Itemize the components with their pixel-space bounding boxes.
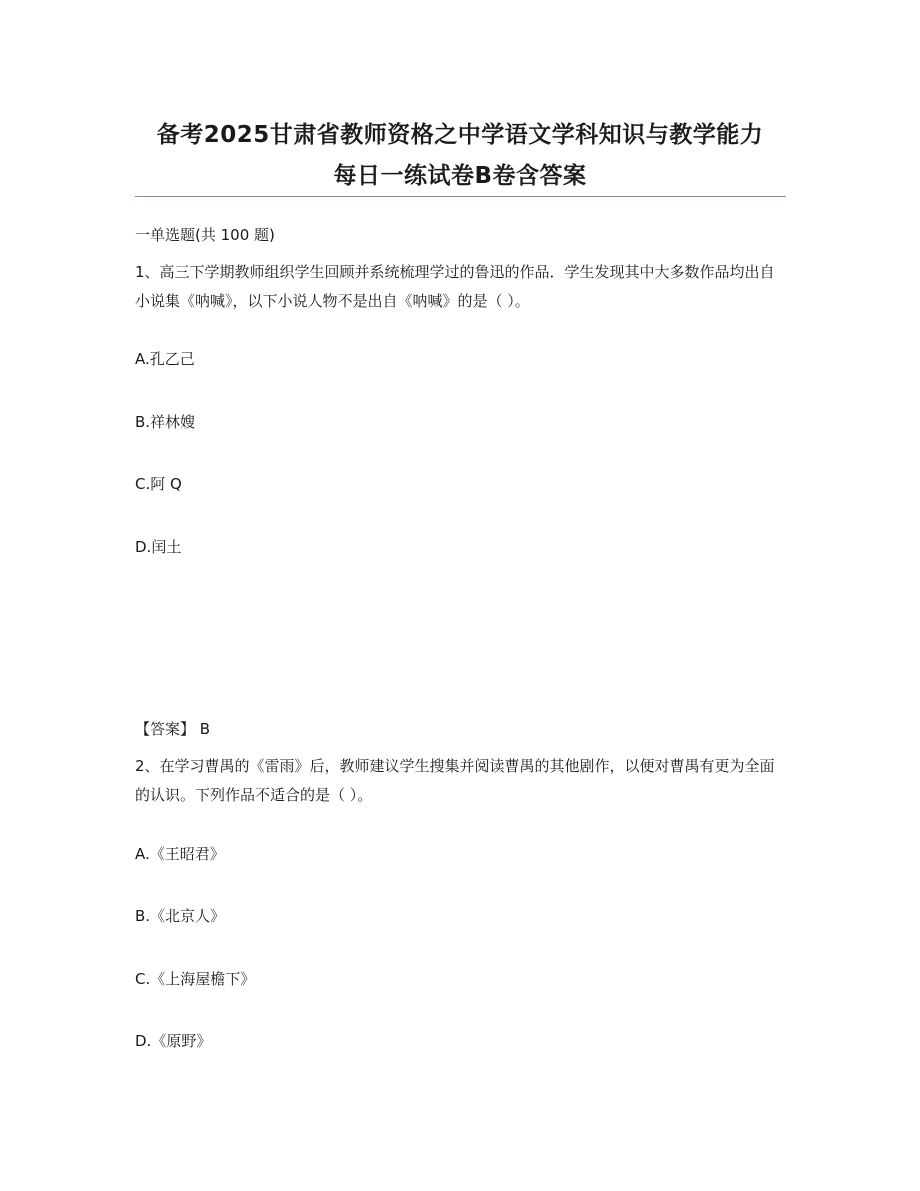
question-1-option-c: C.阿 Q [135, 475, 182, 493]
question-1-option-a: A.孔乙己 [135, 350, 195, 368]
question-1-option-d: D.闰土 [135, 538, 182, 556]
question-2-stem: 2、在学习曹禺的《雷雨》后，教师建议学生搜集并阅读曹禺的其他剧作，以便对曹禺有更为全面的认识。下列作品不适合的是（ ）。 [135, 757, 775, 804]
section-heading: 一单选题(共 100 题) [135, 226, 275, 244]
question-2-option-c: C.《上海屋檐下》 [135, 970, 256, 988]
question-1-answer: 【答案】 B [135, 720, 211, 738]
question-2-option-b: B.《北京人》 [135, 907, 226, 925]
document-title-line1: 备考2025甘肃省教师资格之中学语文学科知识与教学能力 [156, 122, 764, 148]
question-1-option-b: B.祥林嫂 [135, 413, 196, 431]
question-2-option-d: D.《原野》 [135, 1032, 212, 1050]
question-1-stem: 1、高三下学期教师组织学生回顾并系统梳理学过的鲁迅的作品．学生发现其中大多数作品均出自小说集《呐喊》，以下小说人物不是出自《呐喊》的是（ ）。 [135, 263, 775, 310]
question-2-option-a: A.《王昭君》 [135, 845, 225, 863]
document-title-line2: 每日一练试卷B卷含答案 [333, 163, 587, 189]
title-divider [135, 196, 786, 197]
